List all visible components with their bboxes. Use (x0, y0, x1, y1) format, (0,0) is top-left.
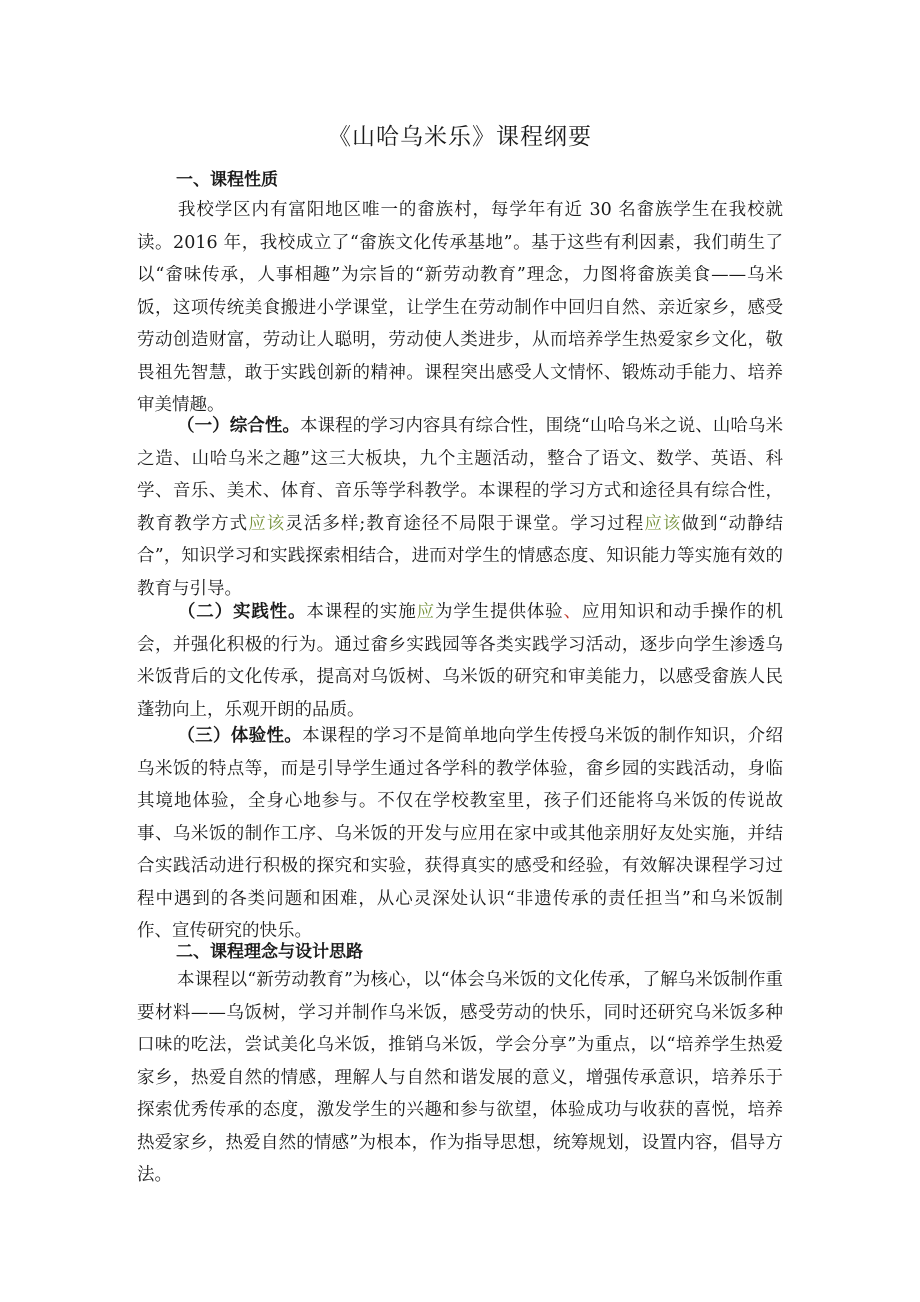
paragraph-text: 我校学区内有富阳地区唯一的畲族村，每学年有近 30 名畲族学生在我校就读。2016 年，我校成立了“畲族文化传承基地”。基于这些有利因素，我们萌生了以“畲味传承，人事相趣”为宗旨的“新劳动教育”理念，力图将畲族美食——乌米饭，这项传统美食搬进小学课堂，让学生在劳动制作中回归自然、亲近家乡，感受劳动创造财富，劳动让人聪明，劳动使人类进步，从而培养学生热爱家乡文化，敬畏祖先智慧，敢于实践创新的精神。课程突出感受人文情怀、锻炼动手能力、培养审美情趣。 (137, 200, 783, 415)
document-title: 《山哈乌米乐》课程纲要 (328, 124, 592, 150)
paragraph-text: 应用知识和动手操作的机会，并强化积极的行为。通过畲乡实践园等各类实践学习活动，逐步向学生渗透乌米饭背后的文化传承，提高对乌饭树、乌米饭的研究和审美能力，以感受畲族人民蓬勃向上，乐观开朗的品质。 (137, 602, 784, 720)
paragraph-experiential (137, 720, 783, 948)
section-heading-2: 二、课程理念与设计思路 (176, 942, 363, 962)
paragraph-text: 本课程的学习不是简单地向学生传授乌米饭的制作知识，介绍乌米饭的特点等，而是引导学生通过各学科的教学体验，畲乡园的实践活动，身临其境地体验，全身心地参与。不仅在学校教室里，孩子们还能将乌米饭的传说故事、乌米饭的制作工序、乌米饭的开发与应用在家中或其他亲朋好友处实施，并结合实践活动进行积极的探究和实验，获得真实的感受和经验，有效解决课程学习过程中遇到的各类问题和困难，从心灵深处认识“非遗传承的责任担当”和乌米饭制作、宣传研究的快乐。 (137, 726, 784, 941)
paragraph-text: 本课程以“新劳动教育”为核心，以“体会乌米饭的文化传承，了解乌米饭制作重要材料——乌饭树，学习并制作乌米饭，感受劳动的快乐，同时还研究乌米饭多种口味的吃法，尝试美化乌米饭，推销乌米饭，学会分享”为重点，以“培养学生热爱家乡，热爱自然的情感，理解人与自然和谐发展的意义，增强传承意识，培养乐于探索优秀传承的态度，激发学生的兴趣和参与欲望，体验成功与收获的喜悦，培养热爱家乡，热爱自然的情感”为根本，作为指导思想，统筹规划，设置内容，倡导方法。 (137, 970, 783, 1185)
highlight-text: 应 (416, 602, 435, 622)
paragraph-text: 为学生提供体验 (434, 602, 564, 622)
paragraph-label: （三）体验性。 (177, 726, 303, 746)
paragraph-text: 灵活多样;教育途径不局限于课堂。学习过程 (285, 513, 645, 534)
highlight-text: 、 (563, 602, 582, 622)
paragraph-comprehensive (137, 410, 783, 605)
paragraph-label: （二）实践性。 (177, 602, 307, 622)
highlight-text: 应该 (248, 513, 286, 534)
paragraph-text: 本课程的实施 (306, 602, 417, 622)
paragraph-text: 本课程的学习内容具有综合性，围绕“山哈乌米之说、山哈乌米之造、山哈乌米之趣”这三大板块，九个主题活动，整合了语文、数学、英语、科学、音乐、美术、体育、音乐等学科教学。本课程的学习方式和途径具有综合性，教育教学方式 (137, 416, 783, 534)
paragraph-design-concept (137, 964, 783, 1192)
paragraph-practical (137, 596, 783, 726)
paragraph-label: （一）综合性。 (177, 416, 300, 436)
highlight-text: 应该 (644, 513, 682, 534)
section-heading-1: 一、课程性质 (176, 170, 278, 190)
paragraph-course-nature (137, 194, 783, 422)
paragraph-text: 做到“动静结合”，知识学习和实践探索相结合，进而对学生的情感态度、知识能力等实施有效的教育与引导。 (137, 513, 784, 599)
